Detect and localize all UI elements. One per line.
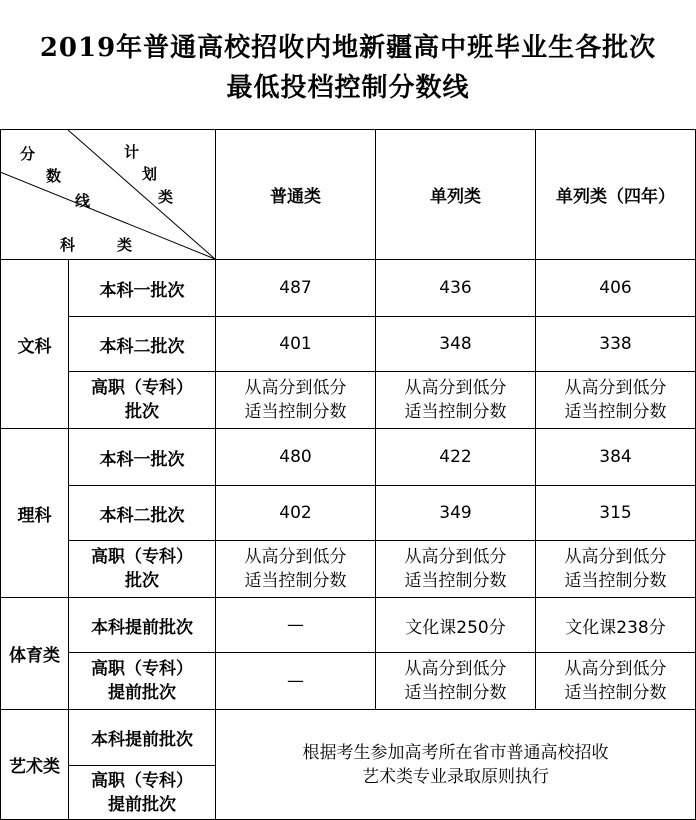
row-label: 高职（专科） 批次	[91, 547, 193, 591]
row-label: 本科二批次	[99, 505, 185, 526]
score-cell: 436	[439, 278, 472, 298]
score-cell: 402	[279, 503, 312, 523]
score-cell: 从高分到低分 适当控制分数	[404, 378, 507, 422]
score-cell: 480	[279, 447, 312, 467]
corner-label-ke: 科	[60, 236, 76, 254]
score-cell: 文化课238分	[565, 617, 666, 638]
column-header: 普通类	[270, 187, 321, 207]
score-cell: 487	[279, 278, 312, 298]
score-cell: 文化课250分	[405, 617, 506, 638]
row-label: 本科一批次	[99, 449, 185, 470]
score-cell: —	[287, 671, 304, 691]
corner-label-fen: 分	[20, 145, 36, 163]
row-label: 本科二批次	[99, 336, 185, 357]
score-cell: 406	[599, 278, 632, 298]
row-label: 本科提前批次	[91, 617, 193, 638]
section-label: 艺术类	[9, 757, 60, 777]
title-line-2: 最低投档控制分数线	[226, 73, 470, 103]
score-cell: 338	[599, 334, 632, 354]
merged-note: 根据考生参加高考所在省市普通高校招收 艺术类专业录取原则执行	[302, 742, 609, 787]
corner-label-lei-top: 类	[158, 188, 174, 206]
score-cell: 401	[279, 334, 312, 354]
corner-label-ji: 计	[124, 143, 140, 161]
score-cell: 348	[439, 334, 472, 354]
section-label: 文科	[17, 336, 52, 357]
corner-label-xian: 线	[75, 192, 91, 210]
score-cell: 315	[599, 503, 632, 523]
row-label: 高职（专科） 批次	[91, 378, 193, 422]
score-cell: 422	[439, 447, 472, 467]
column-header: 单列类（四年）	[556, 187, 675, 207]
corner-label-shu: 数	[46, 167, 62, 185]
score-cell: 从高分到低分 适当控制分数	[244, 547, 347, 591]
row-label: 高职（专科） 提前批次	[91, 659, 193, 703]
score-cell: 从高分到低分 适当控制分数	[564, 547, 667, 591]
section-label: 体育类	[9, 646, 60, 666]
score-cell: 从高分到低分 适当控制分数	[244, 378, 347, 422]
score-cell: 384	[599, 447, 632, 467]
score-cell: 从高分到低分 适当控制分数	[564, 659, 667, 703]
score-cell: —	[287, 615, 304, 635]
score-cell: 349	[439, 503, 472, 523]
score-cell: 从高分到低分 适当控制分数	[404, 547, 507, 591]
column-header: 单列类	[430, 187, 481, 207]
row-label: 高职（专科） 提前批次	[91, 770, 193, 815]
section-label: 理科	[17, 505, 52, 526]
corner-label-hua: 划	[142, 165, 158, 183]
score-cell: 从高分到低分 适当控制分数	[404, 659, 507, 703]
score-cell: 从高分到低分 适当控制分数	[564, 378, 667, 422]
row-label: 本科提前批次	[91, 730, 193, 750]
row-label: 本科一批次	[99, 280, 185, 301]
corner-label-lei-bottom: 类	[117, 236, 133, 254]
title-line-1: 2019年普通高校招收内地新疆高中班毕业生各批次	[39, 33, 657, 63]
